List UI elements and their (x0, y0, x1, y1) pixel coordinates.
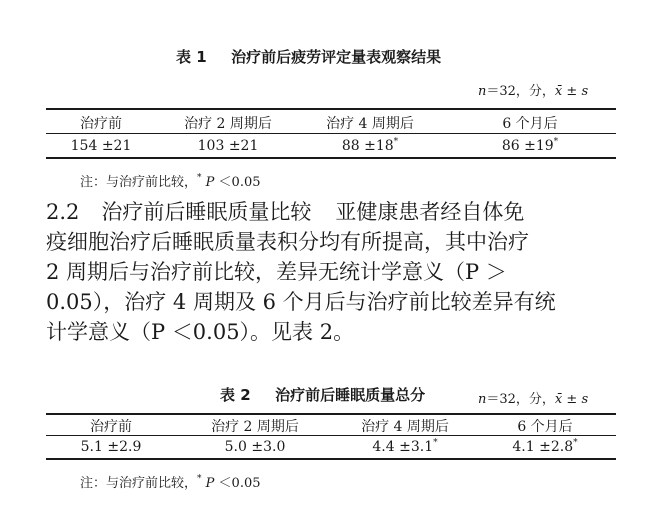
table1-data-cell: 88 ±18* (341, 137, 399, 154)
table2-data-cell: 5.0 ±3.0 (224, 439, 286, 455)
paragraph-line: 疫细胞治疗后睡眠质量表积分均有所提高，其中治疗 (46, 230, 529, 254)
table2-caption-label: 表 2 (220, 386, 251, 404)
table1-caption-label: 表 1 (176, 48, 207, 66)
table2-caption (220, 384, 425, 405)
table1-header-cell: 治疗 4 周期后 (326, 116, 414, 132)
paragraph-text: 亚健康患者经自体免 (335, 200, 525, 224)
table1-header-cell: 6 个月后 (502, 116, 558, 132)
paragraph-line: 计学意义（P ＜0.05）。见表 2。 (46, 320, 355, 344)
table2-header-cell: 治疗前 (90, 419, 132, 435)
table2-bottom-rule (46, 458, 616, 460)
table2-data-cell: 4.4 ±3.1* (372, 438, 438, 455)
table2-header-cell: 治疗 4 周期后 (361, 419, 449, 435)
meta-pm: ± (566, 84, 578, 99)
meta-n: n (478, 84, 487, 99)
table2-top-rule (46, 413, 616, 415)
table2-header-cell: 6 个月后 (517, 419, 573, 435)
table1-meta (478, 80, 588, 99)
table1-bottom-rule (46, 157, 616, 159)
table1-data-cell: 103 ±21 (197, 138, 259, 154)
table1-data-cell: 154 ±21 (70, 138, 132, 154)
table1-header-cell: 治疗 2 周期后 (184, 116, 272, 132)
table1-header-cell: 治疗前 (80, 116, 122, 132)
section-heading: 治疗前后睡眠质量比较 (101, 200, 312, 224)
table2-caption-title: 治疗前后睡眠质量总分 (275, 386, 426, 404)
paragraph-line: 0.05），治疗 4 周期及 6 个月后与治疗前比较差异有统 (46, 290, 556, 314)
meta-eq: ＝32，分， (486, 84, 555, 99)
meta-xbar: x̄ (554, 84, 563, 99)
paragraph-line-1 (46, 197, 620, 227)
table2-note: 注：与治疗前比较，* P ＜0.05 (80, 474, 261, 491)
table2-meta: n＝32，分，x̄ ± s (478, 392, 589, 407)
table1-note: 注：与治疗前比较，* P ＜0.05 (80, 173, 261, 190)
table2-data-cell: 4.1 ±2.8* (512, 438, 578, 455)
table1-data-cell: 86 ±19* (501, 137, 559, 154)
table2-data-cell: 5.1 ±2.9 (80, 439, 142, 455)
table2-mid-rule (46, 435, 616, 436)
table2-header-cell: 治疗 2 周期后 (211, 419, 299, 435)
section-number: 2.2 (46, 200, 80, 224)
meta-s: s (581, 84, 589, 99)
table1-caption (176, 46, 441, 67)
table1-mid-rule (46, 133, 616, 134)
table1-top-rule (46, 108, 616, 110)
section-2-2-paragraph (46, 197, 620, 347)
paragraph-line: 2 周期后与治疗前比较，差异无统计学意义（P ＞ (46, 260, 507, 284)
table1-caption-title: 治疗前后疲劳评定量表观察结果 (231, 48, 442, 66)
